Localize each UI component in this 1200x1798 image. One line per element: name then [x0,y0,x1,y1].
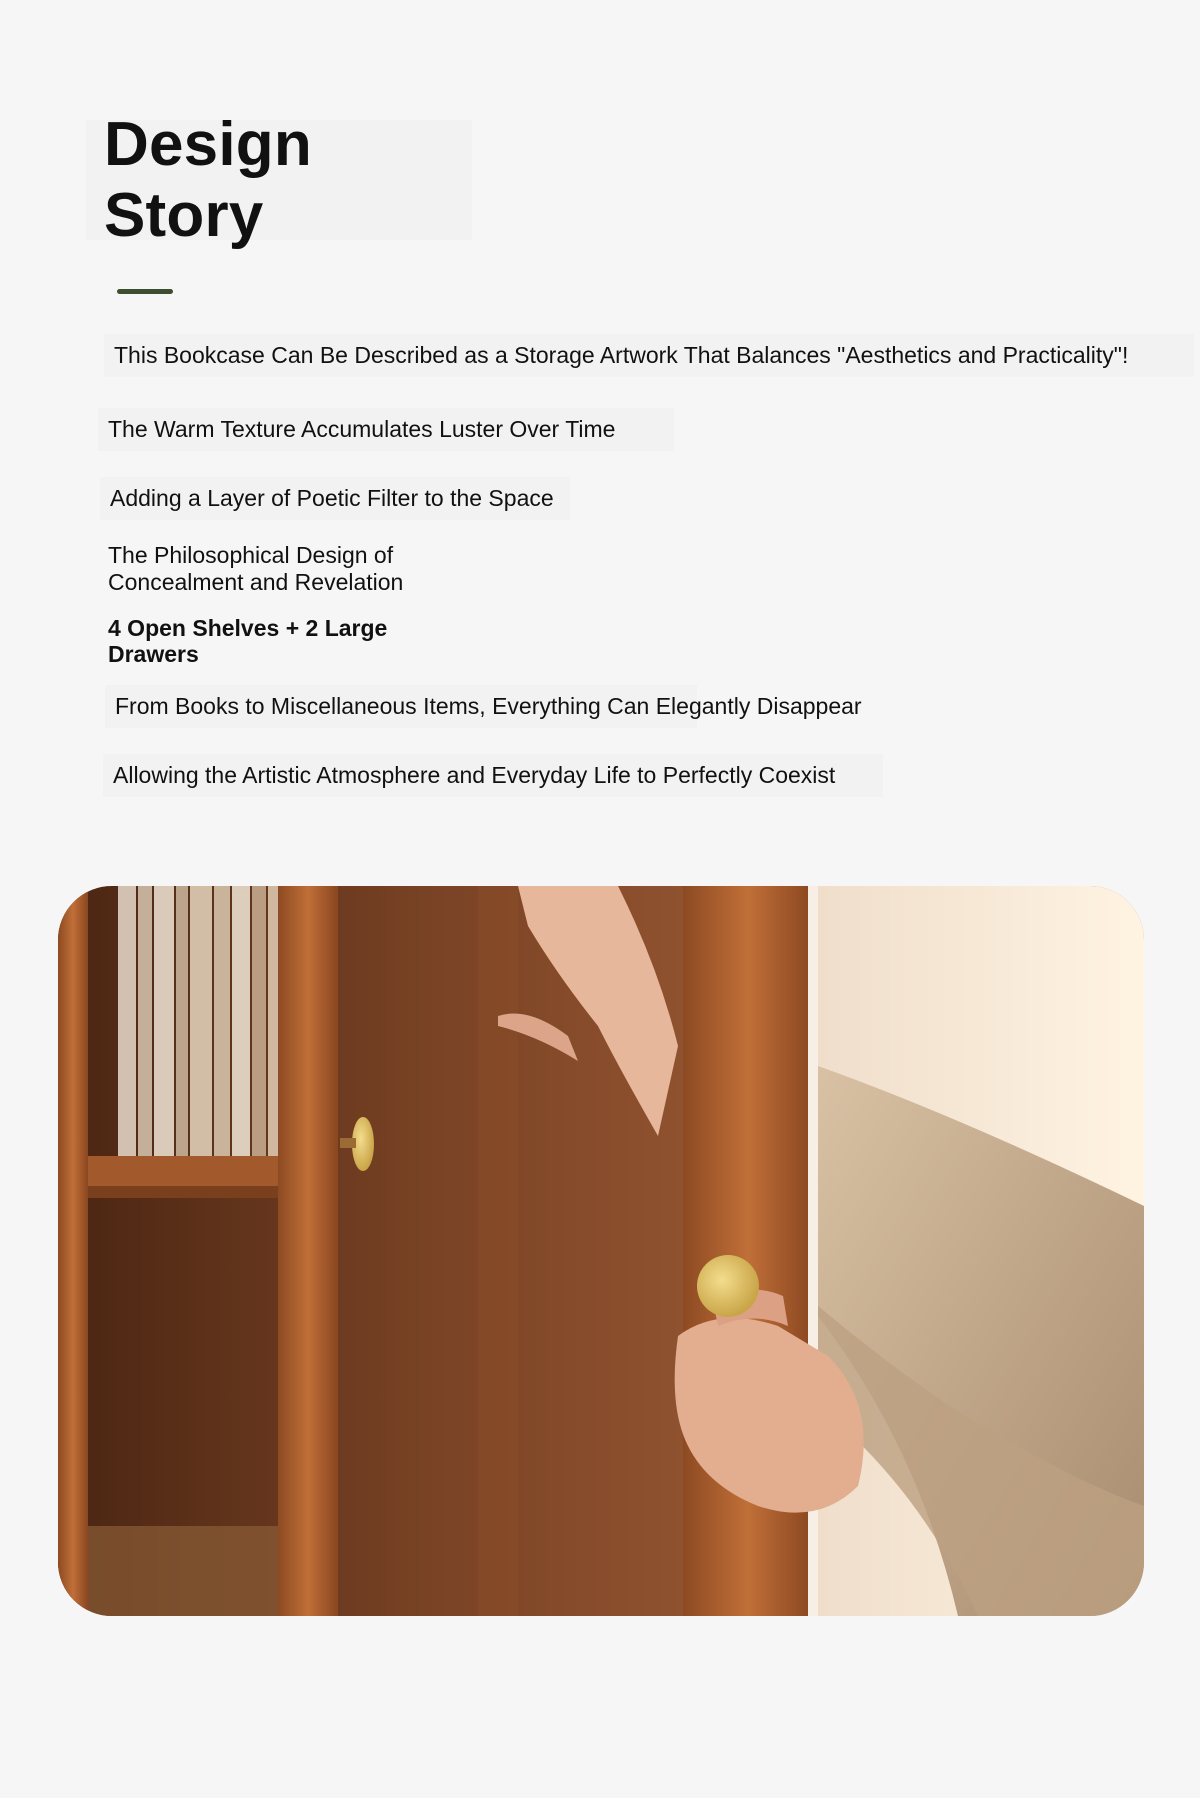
page-title: Design Story [86,120,472,240]
story-line-3: Adding a Layer of Poetic Filter to the Space [100,477,570,520]
story-line-7: Allowing the Artistic Atmosphere and Everyday Life to Perfectly Coexist [103,754,883,797]
story-line-6: From Books to Miscellaneous Items, Everything Can Elegantly Disappear [105,685,697,728]
story-line-2: The Warm Texture Accumulates Luster Over Time [98,408,674,451]
story-line-5: 4 Open Shelves + 2 Large Drawers [108,615,388,667]
story-line-1: This Bookcase Can Be Described as a Storage Artwork That Balances "Aesthetics and Practicality"! [104,334,1194,377]
bookcase-door-photo-icon [58,886,1144,1616]
bookcase-door-photo [58,886,1144,1616]
title-accent-bar [117,289,173,294]
story-line-4: The Philosophical Design of Concealment and Revelation [108,542,404,595]
